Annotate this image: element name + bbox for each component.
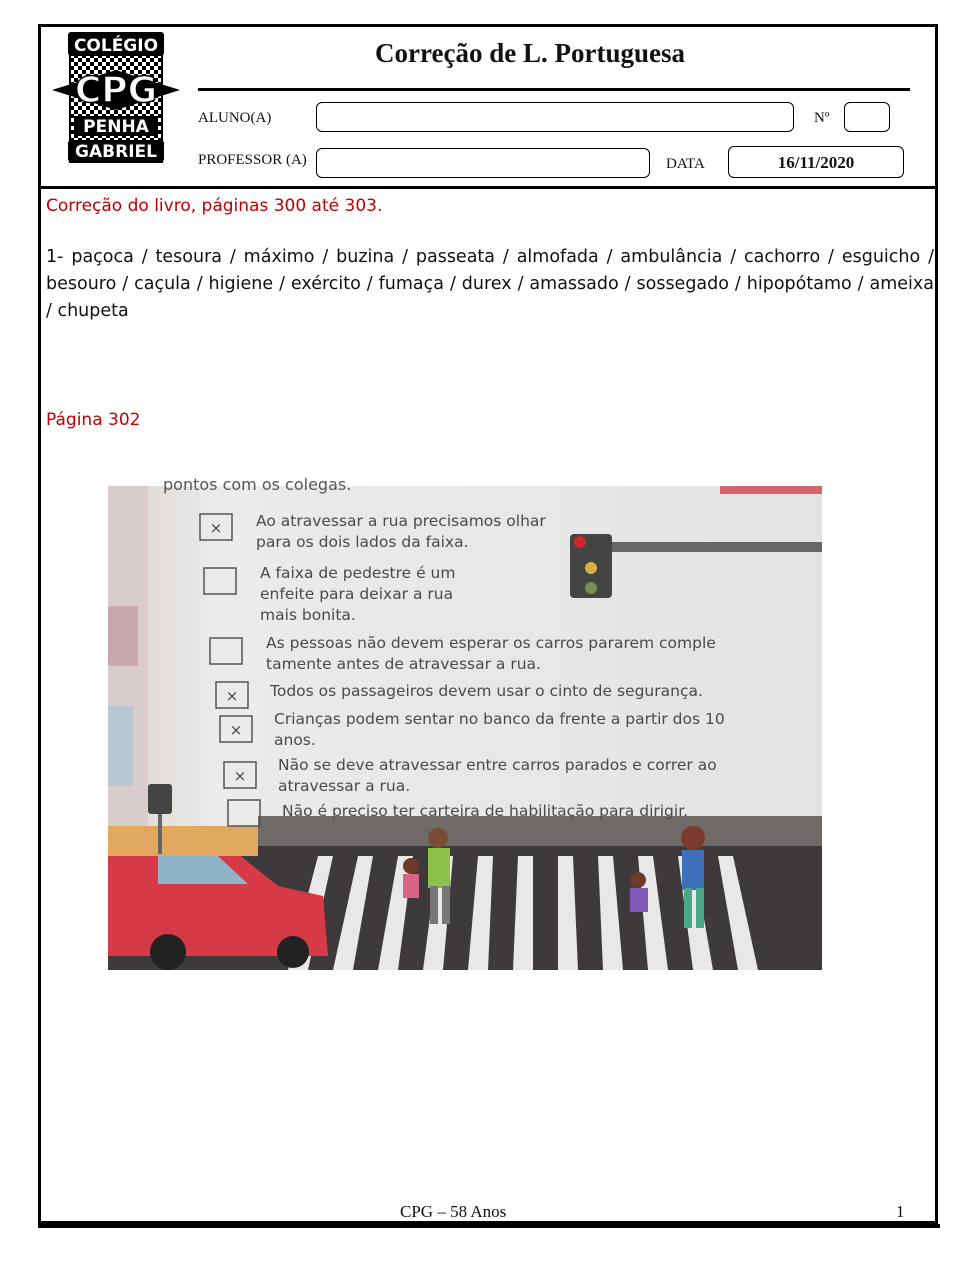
page-number: 1 bbox=[896, 1202, 905, 1221]
intro-text: Correção do livro, páginas 300 até 303. bbox=[46, 196, 383, 216]
photo-item-text: Crianças podem sentar no banco da frente a partir dos 10 bbox=[274, 710, 725, 728]
photo-item-text: Ao atravessar a rua precisamos olhar bbox=[256, 512, 546, 530]
photo-check-mark: × bbox=[209, 519, 223, 537]
photo-item-text: tamente antes de atravessar a rua. bbox=[266, 655, 541, 673]
data-value: 16/11/2020 bbox=[777, 153, 855, 172]
professor-label: PROFESSOR (A) bbox=[198, 152, 307, 168]
photo-item-text: enfeite para deixar a rua bbox=[260, 585, 454, 603]
aluno-field[interactable] bbox=[316, 102, 794, 132]
header-divider bbox=[198, 88, 910, 91]
photo-item-text: Não é preciso ter carteira de habilitação para dirigir. bbox=[282, 802, 689, 820]
photo-item-text: mais bonita. bbox=[260, 606, 356, 624]
photo-item-text: Todos os passageiros devem usar o cinto de segurança. bbox=[270, 682, 703, 700]
data-label: DATA bbox=[666, 156, 705, 172]
header-bottom-divider bbox=[40, 186, 938, 189]
photo-item-text: Não se deve atravessar entre carros parados e correr ao bbox=[278, 756, 717, 774]
answers-text: 1- paçoca / tesoura / máximo / buzina / passeata / almofada / ambulância / cachorro / esguicho / besouro / caçula / higiene / exército / fumaça / durex / amassado / sossegado / hipopótamo / ameixa / chupeta bbox=[46, 247, 934, 321]
bottom-border bbox=[38, 1224, 940, 1228]
logo-text-penha: PENHA bbox=[83, 117, 149, 137]
numero-label: Nº bbox=[814, 110, 830, 126]
photo-cut-text: pontos com os colegas. bbox=[163, 475, 352, 494]
aluno-label: ALUNO(A) bbox=[198, 110, 272, 126]
textbook-photo bbox=[108, 475, 822, 970]
photo-item-text: anos. bbox=[274, 731, 316, 749]
footer-text: CPG – 58 Anos bbox=[400, 1202, 507, 1221]
logo-text-cpg: CPG bbox=[74, 70, 158, 111]
page-title: Correção de L. Portuguesa bbox=[375, 38, 685, 68]
logo-text-colegio: COLÉGIO bbox=[73, 36, 159, 56]
photo-check-mark: × bbox=[229, 721, 243, 739]
school-logo bbox=[50, 30, 182, 166]
photo-item-text: As pessoas não devem esperar os carros pararem comple bbox=[266, 634, 716, 652]
numero-field[interactable] bbox=[844, 102, 890, 132]
photo-item-text: A faixa de pedestre é um bbox=[260, 564, 456, 582]
professor-field[interactable] bbox=[316, 148, 650, 178]
photo-item-text: para os dois lados da faixa. bbox=[256, 533, 469, 551]
photo-check-mark: × bbox=[225, 687, 239, 705]
page-label: Página 302 bbox=[46, 410, 141, 430]
logo-text-gabriel: GABRIEL bbox=[75, 142, 157, 162]
photo-check-mark: × bbox=[233, 767, 247, 785]
photo-item-text: atravessar a rua. bbox=[278, 777, 411, 795]
